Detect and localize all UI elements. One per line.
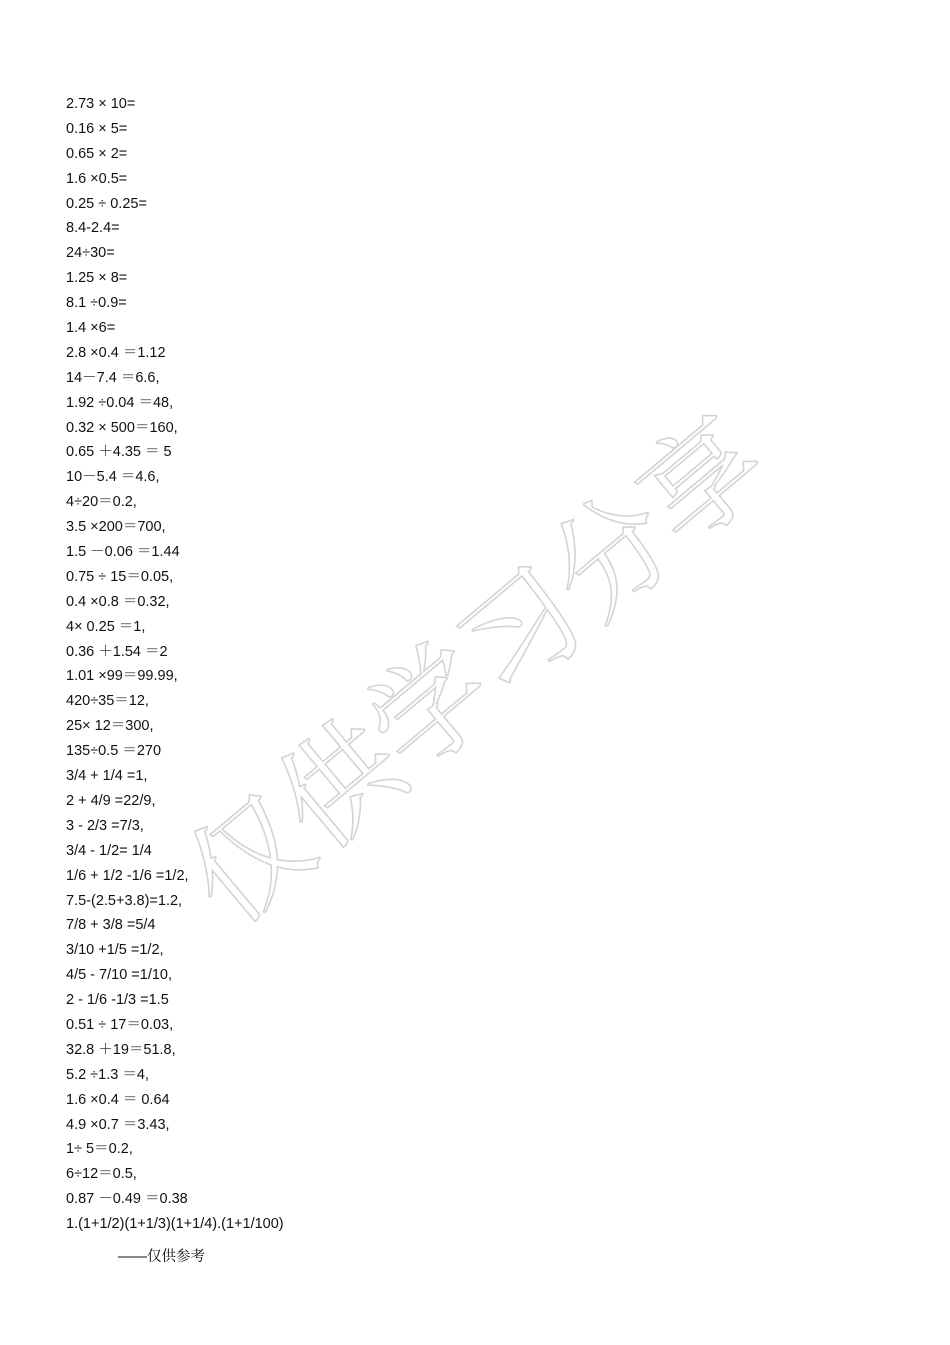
equation-line: 0.75 ÷ 15＝0.05,: [66, 568, 174, 585]
equation-line: 7/8 + 3/8 =5/4: [66, 917, 156, 934]
equation-line: 1.92 ÷0.04 ＝48,: [66, 394, 174, 411]
equation-line: 0.65 ＋4.35 ＝ 5: [66, 444, 172, 461]
equation-line: 4× 0.25 ＝1,: [66, 618, 146, 635]
equation-line: 0.25 ÷ 0.25=: [66, 195, 147, 212]
equation-line: 8.1 ÷0.9=: [66, 295, 127, 312]
equation-line: 7.5-(2.5+3.8)=1.2,: [66, 892, 183, 909]
equation-line: 1.6 ×0.4 ＝ 0.64: [66, 1091, 170, 1108]
equation-line: 25× 12＝300,: [66, 718, 154, 735]
equation-line: 4.9 ×0.7 ＝3.43,: [66, 1116, 170, 1133]
equation-line: 2 + 4/9 =22/9,: [66, 792, 156, 809]
equation-line: 135÷0.5 ＝270: [66, 743, 162, 760]
equation-line: 2 - 1/6 -1/3 =1.5: [66, 992, 169, 1009]
equation-list: [66, 92, 284, 1237]
equation-line: 5.2 ÷1.3 ＝4,: [66, 1066, 149, 1083]
equation-line: 2.73 × 10=: [66, 96, 136, 112]
equation-line: 1.(1+1/2)(1+1/3)(1+1/4).(1+1/100): [66, 1216, 284, 1233]
equation-line: 4/5 - 7/10 =1/10,: [66, 967, 173, 984]
equation-line: 0.87 －0.49 ＝0.38: [66, 1191, 188, 1208]
equation-line: 0.65 × 2=: [66, 145, 128, 162]
equation-line: 1÷ 5＝0.2,: [66, 1141, 133, 1158]
equation-line: 32.8 ＋19＝51.8,: [66, 1041, 176, 1058]
equation-line: 1.25 × 8=: [66, 270, 128, 287]
equation-line: 3/4 - 1/2= 1/4: [66, 842, 152, 859]
equation-line: 0.32 × 500＝160,: [66, 419, 178, 436]
equation-line: 0.51 ÷ 17＝0.03,: [66, 1016, 174, 1033]
equation-line: 0.4 ×0.8 ＝0.32,: [66, 593, 170, 610]
equation-line: 10－5.4 ＝4.6,: [66, 469, 160, 486]
equation-line: 3.5 ×200＝700,: [66, 519, 166, 536]
equation-line: 0.36 ＋1.54 ＝2: [66, 643, 168, 660]
equation-line: 1.5 －0.06 ＝1.44: [66, 544, 180, 561]
equation-line: 420÷35＝12,: [66, 693, 149, 710]
equation-line: 1.4 ×6=: [66, 320, 116, 337]
equation-line: 3 - 2/3 =7/3,: [66, 817, 144, 834]
equation-line: 1/6 + 1/2 -1/6 =1/2,: [66, 867, 189, 884]
equation-line: 3/10 +1/5 =1/2,: [66, 942, 164, 959]
equation-line: 0.16 × 5=: [66, 120, 128, 137]
equation-line: 1.6 ×0.5=: [66, 170, 128, 187]
equation-line: 3/4 + 1/4 =1,: [66, 768, 148, 785]
equation-line: 6÷12＝0.5,: [66, 1166, 137, 1183]
equation-line: 4÷20＝0.2,: [66, 494, 137, 511]
equation-line: 14－7.4 ＝6.6,: [66, 369, 160, 386]
equation-line: 2.8 ×0.4 ＝1.12: [66, 344, 166, 361]
equation-line: 8.4-2.4=: [66, 220, 120, 237]
equation-line: 24÷30=: [66, 245, 115, 262]
footer-note: ——仅供参考: [118, 1249, 205, 1265]
watermark-text: 仅供学习分享: [160, 389, 792, 951]
equation-line: 1.01 ×99＝99.99,: [66, 668, 178, 685]
